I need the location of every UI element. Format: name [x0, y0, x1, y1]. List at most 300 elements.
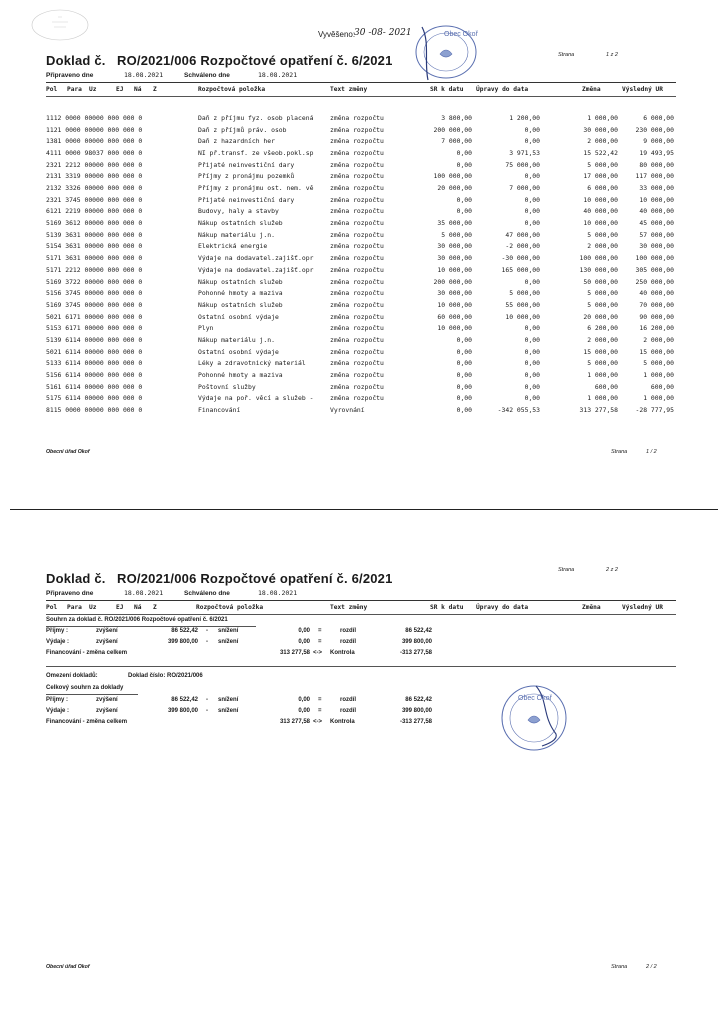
- prepared-date-2: 18.08.2021: [124, 589, 164, 597]
- financovani-value: 313 277,58: [279, 719, 310, 725]
- row-text: změna rozpočtu: [330, 370, 384, 379]
- row-opravy: 0,00: [524, 335, 540, 344]
- row-sr: 7 000,00: [441, 137, 472, 146]
- table-row: [0, 161, 728, 172]
- row-code: 5156 3745 00000 000 000 0: [46, 289, 143, 298]
- row-vysledny: 1 000,00: [643, 394, 674, 403]
- vydaje-zvyseni-value: 399 800,00: [167, 708, 198, 714]
- row-text: změna rozpočtu: [330, 394, 384, 403]
- row-opravy: 5 000,00: [509, 289, 540, 298]
- approved-date-1: 18.08.2021: [258, 71, 298, 79]
- row-sr: 0,00: [456, 195, 472, 204]
- row-sr: 20 000,00: [437, 184, 472, 193]
- row-sr: 0,00: [456, 382, 472, 391]
- col-text: Text změny: [330, 604, 368, 611]
- row-sr: 200 000,00: [433, 125, 472, 134]
- row-code: 5154 3631 00000 000 000 0: [46, 242, 143, 251]
- row-text: změna rozpočtu: [330, 114, 384, 122]
- col-uz: Uz: [89, 86, 97, 93]
- row-item: Nákup materiálu j.n.: [198, 335, 275, 344]
- financovani-label: Financování - změna celkem: [46, 650, 128, 656]
- row-opravy: 165 000,00: [501, 265, 540, 274]
- doc-number-2: RO/2021/006 Rozpočtové opatření č. 6/2021: [117, 571, 393, 586]
- row-text: změna rozpočtu: [330, 195, 384, 204]
- row-item: Pohonné hmoty a maziva: [198, 289, 283, 298]
- row-opravy: 0,00: [524, 359, 540, 368]
- row-vysledny: 250 000,00: [635, 277, 674, 286]
- col-zmena: Změna: [582, 604, 601, 611]
- footer-org-1: Obecní úřad Okoř: [46, 449, 90, 455]
- row-code: 6121 2219 00000 000 000 0: [46, 207, 143, 216]
- row-opravy: 75 000,00: [505, 160, 540, 169]
- row-text: změna rozpočtu: [330, 335, 384, 344]
- official-stamp-top: [410, 22, 480, 82]
- page-separator: [10, 509, 718, 510]
- row-zmena: 1 000,00: [587, 370, 618, 379]
- row-sr: 0,00: [456, 149, 472, 158]
- row-text: změna rozpočtu: [330, 277, 384, 286]
- prijmy-zvyseni-value: 86 522,42: [171, 628, 198, 634]
- table-row: [0, 266, 728, 277]
- row-code: 2321 2212 00000 000 000 0: [46, 160, 143, 169]
- table-row: [0, 219, 728, 230]
- row-opravy: 0,00: [524, 382, 540, 391]
- table-row: [0, 254, 728, 265]
- col-para: Para: [67, 604, 82, 611]
- vydaje-rozdil-value: 399 800,00: [401, 708, 432, 714]
- col-z: Z: [153, 86, 157, 93]
- table-row: [0, 242, 728, 253]
- row-zmena: 5 000,00: [587, 300, 618, 309]
- row-item: Příjmy z pronájmu pozemků: [198, 172, 295, 181]
- row-zmena: 5 000,00: [587, 160, 618, 169]
- page-1-strana-bottom-label: Strana: [611, 449, 628, 455]
- col-item: Rozpočtová položka: [198, 86, 266, 93]
- row-text: změna rozpočtu: [330, 312, 384, 321]
- row-code: 5133 6114 00000 000 000 0: [46, 359, 143, 368]
- row-sr: 0,00: [456, 394, 472, 403]
- header-rule-top-1: [46, 82, 676, 83]
- row-item: Přijaté neinvestiční dary: [198, 160, 295, 169]
- doc-title-1: Doklad č.: [46, 53, 106, 68]
- table-row: [0, 184, 728, 195]
- row-code: 5171 3631 00000 000 000 0: [46, 254, 143, 263]
- page-1-strana-label: Strana: [558, 52, 575, 58]
- zvyseni-label: zvýšení: [96, 697, 118, 703]
- table-row: [0, 278, 728, 289]
- doklad-cislo: Doklad číslo: RO/2021/006: [128, 673, 203, 679]
- row-sr: 5 000,00: [441, 230, 472, 239]
- row-code: 8115 0000 00000 000 000 0: [46, 406, 143, 414]
- table-row: [0, 348, 728, 359]
- row-text: změna rozpočtu: [330, 125, 384, 134]
- row-item: Plyn: [198, 324, 214, 333]
- row-code: 1121 0000 00000 000 000 0: [46, 125, 143, 134]
- prijmy-label: Příjmy :: [46, 628, 69, 634]
- row-item: Výdaje na dodavatel.zajišť.opr: [198, 265, 314, 274]
- row-zmena: 6 200,00: [587, 324, 618, 333]
- row-vysledny: 30 000,00: [639, 242, 674, 251]
- row-vysledny: 1 000,00: [643, 370, 674, 379]
- row-item: Pohonné hmoty a maziva: [198, 370, 283, 379]
- prijmy-snizeni-value: 0,00: [298, 628, 310, 634]
- equals-sign: =: [318, 697, 322, 703]
- header-rule-bottom-1: [46, 96, 676, 97]
- row-text: změna rozpočtu: [330, 242, 384, 251]
- row-vysledny: 230 000,00: [635, 125, 674, 134]
- posted-label: Vyvěšeno:: [318, 30, 356, 39]
- row-opravy: 0,00: [524, 394, 540, 403]
- equals-sign: =: [318, 628, 322, 634]
- col-sr: SR k datu: [430, 86, 464, 93]
- row-opravy: 7 000,00: [509, 184, 540, 193]
- col-vysledny: Výsledný UR: [622, 86, 663, 93]
- row-code: 5153 6171 00000 000 000 0: [46, 324, 143, 333]
- row-zmena: 5 000,00: [587, 289, 618, 298]
- row-code: 5169 3745 00000 000 000 0: [46, 300, 143, 309]
- row-item: Elektrická energie: [198, 242, 268, 251]
- col-opravy: Úpravy do data: [476, 86, 529, 93]
- row-zmena: 30 000,00: [583, 125, 618, 134]
- prijmy-zvyseni-value: 86 522,42: [171, 697, 198, 703]
- col-ej: EJ: [116, 86, 124, 93]
- page-1-strana-bottom: 1 / 2: [646, 449, 657, 455]
- row-opravy: 47 000,00: [505, 230, 540, 239]
- row-code: 5139 3631 00000 000 000 0: [46, 230, 143, 239]
- prepared-label-2: Připraveno dne: [46, 590, 94, 597]
- row-zmena: 5 000,00: [587, 359, 618, 368]
- row-item: Příjmy z pronájmu ost. nem. vě: [198, 184, 314, 193]
- row-opravy: 1 200,00: [509, 114, 540, 122]
- row-zmena: 50 000,00: [583, 277, 618, 286]
- prepared-label-1: Připraveno dne: [46, 72, 94, 79]
- row-vysledny: 40 000,00: [639, 207, 674, 216]
- table-row: [0, 172, 728, 183]
- col-vysledny: Výsledný UR: [622, 604, 663, 611]
- row-text: změna rozpočtu: [330, 265, 384, 274]
- rozdil-label: rozdíl: [340, 639, 356, 645]
- table-row: [0, 383, 728, 394]
- page-2-strana-bottom-label: Strana: [611, 964, 628, 970]
- zvyseni-label: zvýšení: [96, 628, 118, 634]
- row-sr: 35 000,00: [437, 219, 472, 228]
- row-zmena: 2 000,00: [587, 242, 618, 251]
- prijmy-rozdil-value: 86 522,42: [405, 628, 432, 634]
- table-row: [0, 371, 728, 382]
- header-rule-top-2: [46, 600, 676, 601]
- row-zmena: 313 277,58: [579, 406, 618, 414]
- row-vysledny: 117 000,00: [635, 172, 674, 181]
- row-zmena: 10 000,00: [583, 195, 618, 204]
- row-text: Vyrovnání: [330, 406, 365, 414]
- kontrola-label: Kontrola: [330, 719, 355, 725]
- col-na: Ná: [134, 86, 142, 93]
- row-item: Výdaje na dodavatel.zajišť.opr: [198, 254, 314, 263]
- row-zmena: 17 000,00: [583, 172, 618, 181]
- col-pol: Pol: [46, 604, 58, 611]
- row-vysledny: 57 000,00: [639, 230, 674, 239]
- row-code: 5161 6114 00000 000 000 0: [46, 382, 143, 391]
- row-text: změna rozpočtu: [330, 219, 384, 228]
- row-sr: 0,00: [456, 347, 472, 356]
- posted-date: 30 -08- 2021: [354, 28, 412, 38]
- page-2-strana-label: Strana: [558, 567, 575, 573]
- row-item: Poštovní služby: [198, 382, 256, 391]
- vydaje-snizeni-value: 0,00: [298, 708, 310, 714]
- arrow-sign: <->: [313, 719, 323, 725]
- row-vysledny: 6 000,00: [643, 114, 674, 122]
- kontrola-value: -313 277,58: [399, 650, 432, 656]
- row-vysledny: 16 200,00: [639, 324, 674, 333]
- approved-label-1: Schváleno dne: [184, 72, 230, 79]
- table-row: [0, 207, 728, 218]
- row-item: Přijaté neinvestiční dary: [198, 195, 295, 204]
- row-vysledny: 70 000,00: [639, 300, 674, 309]
- row-opravy: 0,00: [524, 207, 540, 216]
- table-row: [0, 324, 728, 335]
- row-code: 1381 0000 00000 000 000 0: [46, 137, 143, 146]
- row-vysledny: 90 000,00: [639, 312, 674, 321]
- row-item: Daň z hazardních her: [198, 137, 275, 146]
- table-row: [0, 196, 728, 207]
- page-2-strana-top: 2 z 2: [606, 567, 618, 573]
- vydaje-label: Výdaje :: [46, 639, 70, 645]
- row-zmena: 10 000,00: [583, 219, 618, 228]
- row-zmena: 600,00: [594, 382, 618, 391]
- prijmy-label: Příjmy :: [46, 697, 69, 703]
- row-code: 5021 6114 00000 000 000 0: [46, 347, 143, 356]
- row-zmena: 15 522,42: [583, 149, 618, 158]
- arrow-sign: <->: [313, 650, 323, 656]
- row-item: Daň z příjmů práv. osob: [198, 125, 287, 134]
- col-item: Rozpočtová položka: [196, 604, 264, 611]
- col-zmena: Změna: [582, 86, 601, 93]
- vydaje-label: Výdaje :: [46, 708, 70, 714]
- table-row: [0, 231, 728, 242]
- row-zmena: 1 000,00: [587, 394, 618, 403]
- summary-separator: [46, 666, 676, 667]
- approved-date-2: 18.08.2021: [258, 589, 298, 597]
- row-sr: 0,00: [456, 359, 472, 368]
- row-opravy: -2 000,00: [505, 242, 540, 251]
- row-code: 5169 3722 00000 000 000 0: [46, 277, 143, 286]
- row-code: 4111 0000 98037 000 000 0: [46, 149, 143, 158]
- row-sr: 60 000,00: [437, 312, 472, 321]
- table-row: [0, 137, 728, 148]
- row-sr: 10 000,00: [437, 265, 472, 274]
- row-zmena: 130 000,00: [579, 265, 618, 274]
- prepared-date-1: 18.08.2021: [124, 71, 164, 79]
- row-opravy: 0,00: [524, 370, 540, 379]
- row-item: Budovy, haly a stavby: [198, 207, 279, 216]
- col-uz: Uz: [89, 604, 97, 611]
- row-vysledny: 40 000,00: [639, 289, 674, 298]
- table-row: [0, 149, 728, 160]
- row-text: změna rozpočtu: [330, 137, 384, 146]
- rozdil-label: rozdíl: [340, 708, 356, 714]
- row-text: změna rozpočtu: [330, 382, 384, 391]
- row-text: změna rozpočtu: [330, 160, 384, 169]
- row-zmena: 40 000,00: [583, 207, 618, 216]
- stamp-text: Obec Okoř: [518, 695, 552, 702]
- row-sr: 0,00: [456, 160, 472, 169]
- row-item: Nákup ostatních služeb: [198, 300, 283, 309]
- row-vysledny: -28 777,95: [635, 406, 674, 414]
- row-item: Nákup ostatních služeb: [198, 219, 283, 228]
- row-text: změna rozpočtu: [330, 184, 384, 193]
- zvyseni-label: zvýšení: [96, 708, 118, 714]
- col-text: Text změny: [330, 86, 368, 93]
- row-zmena: 20 000,00: [583, 312, 618, 321]
- total-heading-rule: [46, 694, 138, 695]
- zvyseni-label: zvýšení: [96, 639, 118, 645]
- row-vysledny: 33 000,00: [639, 184, 674, 193]
- row-opravy: 55 000,00: [505, 300, 540, 309]
- page-1-strana-top: 1 z 2: [606, 52, 618, 58]
- row-item: Nákup ostatních služeb: [198, 277, 283, 286]
- row-vysledny: 100 000,00: [635, 254, 674, 263]
- row-item: Daň z příjmu fyz. osob placená: [198, 114, 314, 122]
- doc-title-2: Doklad č.: [46, 571, 106, 586]
- snizeni-label: snížení: [218, 639, 239, 645]
- approved-label-2: Schváleno dne: [184, 590, 230, 597]
- row-text: změna rozpočtu: [330, 207, 384, 216]
- table-row: [0, 406, 728, 417]
- col-opravy: Úpravy do data: [476, 604, 529, 611]
- table-row: [0, 114, 728, 125]
- row-text: změna rozpočtu: [330, 230, 384, 239]
- row-opravy: 0,00: [524, 277, 540, 286]
- row-zmena: 1 000,00: [587, 114, 618, 122]
- row-opravy: 0,00: [524, 347, 540, 356]
- row-vysledny: 2 000,00: [643, 335, 674, 344]
- row-opravy: 10 000,00: [505, 312, 540, 321]
- header-rule-bottom-2: [46, 614, 676, 615]
- row-sr: 30 000,00: [437, 242, 472, 251]
- row-text: změna rozpočtu: [330, 172, 384, 181]
- row-sr: 3 800,00: [441, 114, 472, 122]
- row-item: Nákup materiálu j.n.: [198, 230, 275, 239]
- row-item: Léky a zdravotnický materiál: [198, 359, 306, 368]
- row-text: změna rozpočtu: [330, 347, 384, 356]
- row-opravy: 3 971,53: [509, 149, 540, 158]
- col-pol: Pol: [46, 86, 58, 93]
- snizeni-label: snížení: [218, 708, 239, 714]
- row-item: NI př.transf. ze všeob.pokl.sp: [198, 149, 314, 158]
- row-vysledny: 10 000,00: [639, 195, 674, 204]
- table-row: [0, 336, 728, 347]
- row-vysledny: 45 000,00: [639, 219, 674, 228]
- minus-sign: -: [206, 639, 208, 645]
- page-2-strana-bottom: 2 / 2: [646, 964, 657, 970]
- row-zmena: 15 000,00: [583, 347, 618, 356]
- equals-sign: =: [318, 639, 322, 645]
- row-zmena: 5 000,00: [587, 230, 618, 239]
- minus-sign: -: [206, 708, 208, 714]
- row-opravy: -342 055,53: [497, 406, 540, 414]
- col-z: Z: [153, 604, 157, 611]
- row-zmena: 2 000,00: [587, 137, 618, 146]
- row-item: Ostatní osobní výdaje: [198, 347, 279, 356]
- row-vysledny: 15 000,00: [639, 347, 674, 356]
- col-sr: SR k datu: [430, 604, 464, 611]
- kontrola-label: Kontrola: [330, 650, 355, 656]
- row-opravy: 0,00: [524, 324, 540, 333]
- row-opravy: 0,00: [524, 172, 540, 181]
- official-stamp-bottom: [496, 680, 572, 756]
- row-zmena: 100 000,00: [579, 254, 618, 263]
- row-code: 1112 0000 00000 000 000 0: [46, 114, 143, 122]
- table-row: [0, 394, 728, 405]
- prijmy-rozdil-value: 86 522,42: [405, 697, 432, 703]
- financovani-label: Financování - změna celkem: [46, 719, 128, 725]
- row-text: změna rozpočtu: [330, 324, 384, 333]
- row-item: Financování: [198, 406, 241, 414]
- row-opravy: 0,00: [524, 219, 540, 228]
- row-opravy: 0,00: [524, 125, 540, 134]
- row-item: Výdaje na poř. věcí a služeb -: [198, 394, 314, 403]
- summary-heading-rule: [46, 626, 256, 627]
- row-zmena: 2 000,00: [587, 335, 618, 344]
- row-sr: 0,00: [456, 207, 472, 216]
- row-opravy: 0,00: [524, 137, 540, 146]
- table-row: [0, 301, 728, 312]
- total-summary-heading: Celkový souhrn za doklady: [46, 685, 124, 691]
- row-vysledny: 5 000,00: [643, 359, 674, 368]
- row-code: 2132 3326 00000 000 000 0: [46, 184, 143, 193]
- row-sr: 0,00: [456, 370, 472, 379]
- equals-sign: =: [318, 708, 322, 714]
- row-sr: 30 000,00: [437, 254, 472, 263]
- vydaje-rozdil-value: 399 800,00: [401, 639, 432, 645]
- rozdil-label: rozdíl: [340, 697, 356, 703]
- row-opravy: -30 000,00: [501, 254, 540, 263]
- col-para: Para: [67, 86, 82, 93]
- row-sr: 0,00: [456, 406, 472, 414]
- doc-number-1: RO/2021/006 Rozpočtové opatření č. 6/2021: [117, 53, 393, 68]
- footer-org-2: Obecní úřad Okoř: [46, 964, 90, 970]
- table-row: [0, 126, 728, 137]
- row-code: 5171 2212 00000 000 000 0: [46, 265, 143, 274]
- row-vysledny: 305 000,00: [635, 265, 674, 274]
- row-code: 2321 3745 00000 000 000 0: [46, 195, 143, 204]
- faint-stamp-mark: [30, 8, 90, 42]
- row-sr: 100 000,00: [433, 172, 472, 181]
- row-sr: 30 000,00: [437, 289, 472, 298]
- row-text: změna rozpočtu: [330, 359, 384, 368]
- row-text: změna rozpočtu: [330, 149, 384, 158]
- row-code: 5156 6114 00000 000 000 0: [46, 370, 143, 379]
- row-code: 5021 6171 00000 000 000 0: [46, 312, 143, 321]
- row-item: Ostatní osobní výdaje: [198, 312, 279, 321]
- row-opravy: 0,00: [524, 195, 540, 204]
- row-vysledny: 80 000,00: [639, 160, 674, 169]
- row-text: změna rozpočtu: [330, 254, 384, 263]
- minus-sign: -: [206, 628, 208, 634]
- financovani-value: 313 277,58: [279, 650, 310, 656]
- row-vysledny: 9 000,00: [643, 137, 674, 146]
- minus-sign: -: [206, 697, 208, 703]
- row-code: 2131 3319 00000 000 000 0: [46, 172, 143, 181]
- row-vysledny: 19 493,95: [639, 149, 674, 158]
- snizeni-label: snížení: [218, 697, 239, 703]
- row-sr: 10 000,00: [437, 300, 472, 309]
- vydaje-snizeni-value: 0,00: [298, 639, 310, 645]
- row-sr: 10 000,00: [437, 324, 472, 333]
- row-vysledny: 600,00: [650, 382, 674, 391]
- row-zmena: 6 000,00: [587, 184, 618, 193]
- prijmy-snizeni-value: 0,00: [298, 697, 310, 703]
